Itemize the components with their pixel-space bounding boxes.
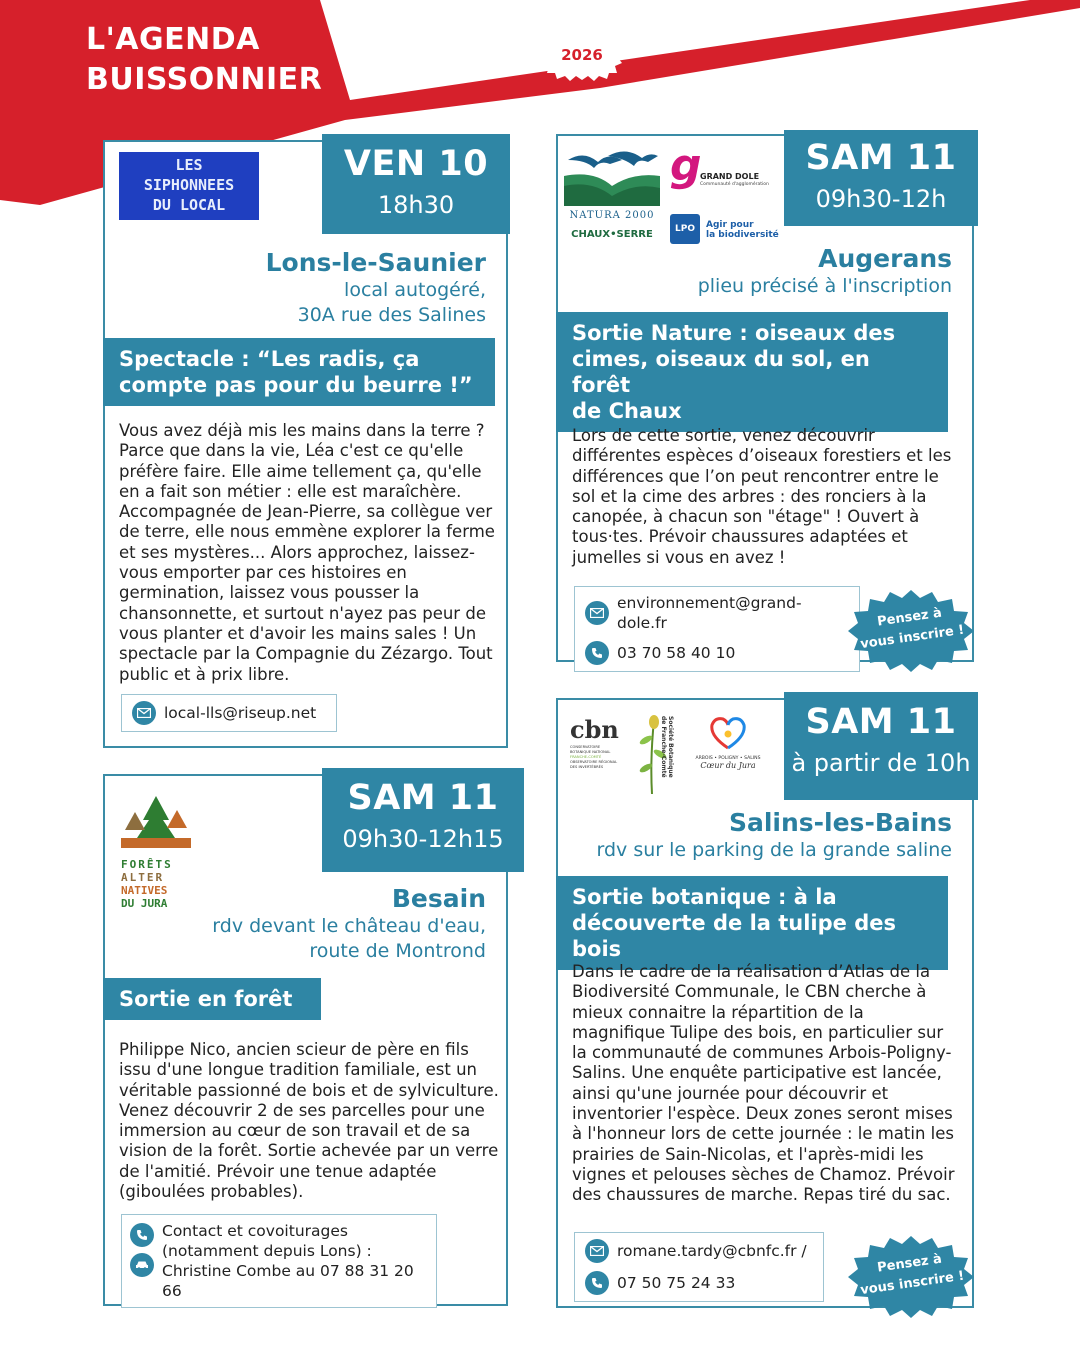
contact-box [574, 1232, 824, 1302]
event-card-lons [103, 140, 508, 748]
event-address-line1: plieu précisé à l'inscription [697, 275, 952, 297]
natura2000-logo [564, 146, 660, 238]
event-title-line1: Sortie Nature : oiseaux des [572, 321, 896, 345]
contact-row[interactable] [132, 701, 326, 725]
car-icon [130, 1253, 154, 1277]
event-address-line1: rdv devant le château d'eau, [212, 915, 486, 937]
contact-line1: Contact et covoiturages [162, 1222, 348, 1240]
mail-icon [585, 1239, 609, 1263]
natura2000-line1: NATURA 2000 [569, 210, 655, 221]
event-city: Lons-le-Saunier [265, 248, 486, 277]
cbn-logo [570, 715, 630, 778]
event-place [597, 808, 953, 863]
cbn-sub-line5: DES INVERTÉBRÉS [570, 765, 604, 769]
event-address-line2: route de Montrond [309, 940, 486, 962]
contact-email[interactable]: romane.tardy@cbnfc.fr / [617, 1242, 807, 1260]
date-box [784, 692, 978, 800]
event-place [266, 248, 486, 328]
cbn-sub-line1: CONSERVATOIRE [570, 745, 601, 749]
natura2000-line2: CHAUX•SERRE [571, 229, 653, 240]
mail-icon [132, 701, 156, 725]
contact-phone[interactable]: 03 70 58 40 10 [617, 644, 736, 662]
arbois-line1: ARBOIS • POLIGNY • SALINS [695, 756, 761, 761]
contact-line2: (notamment depuis Lons) : [162, 1242, 372, 1260]
event-time: 18h30 [377, 191, 455, 219]
arbois-line2: Cœur du Jura [700, 761, 756, 770]
arbois-poligny-salins-logo [686, 716, 770, 776]
contact-phone[interactable]: 07 50 75 24 33 [617, 1274, 736, 1292]
phone-icon [130, 1223, 154, 1247]
event-card-salins [556, 698, 974, 1308]
event-place [698, 244, 952, 299]
event-description: Philippe Nico, ancien scieur de père en fils issu d'une longue tradition familiale, est un véritable passionné de bois et de sylviculture. Venez découvrir 2 de ses parcelles pour une immersion au cœur de son travail et de sa vision de la forêt. Sortie achevée par un verre de l'amitié. Prévoir une tenue adaptée (giboulées probables). [119, 1040, 499, 1202]
lpo-tagline-line2: la biodiversité [706, 230, 779, 240]
event-day: SAM 11 [805, 702, 957, 742]
societe-botanique-text: Société Botanique de Franche-Comté [660, 716, 674, 778]
natura2000-birds-icon [564, 146, 660, 206]
forets-logo-line3: NATIVES [121, 884, 168, 897]
month-label: AVRIL [403, 36, 513, 74]
event-description: Vous avez déjà mis les mains dans la terre ? Parce que dans la vie, Léa c'est ce qu'elle préfère faire. Elle aime tellement ça, qu'elle en a fait son métier : elle est maraîchère. Accompagnée de Jean-Pierre, sa collègue ver de terre, elle nous emmène explorer la ferme et ses mystères... Alors approchez, laissez-vous emporter par ces histoires en germination, laissez vous pousser la chansonnette, et surtout n'ayez pas peur de vous planter et d'avoir les mains sales ! Un spectacle par la Compagnie du Zézargo. Tout public et à prix libre. [119, 421, 495, 684]
date-box [322, 768, 524, 872]
event-time: 09h30-12h15 [342, 825, 504, 853]
event-address-line2: 30A rue des Salines [297, 304, 486, 326]
event-description: Dans le cadre de la réalisation d’Atlas de la Biodiversité Communale, le CBN cherche à mieux connaitre la répartition de la magnifique Tulipe des bois, en particulier sur la communauté de communes Arbois-Poligny-Salins. Une enquête participative est lancée, ainsi qu'une journée pour découvrir et inventorier l'espèce. Deux zones seront mises à l'honneur lors de cette journée : le matin les prairies de Sain-Nicolas, et l'après-midi les vignes et pelouses sèches de Chamoz. Prévoir des chaussures de marche. Repas tiré du sac. [572, 962, 955, 1205]
event-card-augerans [556, 134, 974, 662]
register-badge-line2: vous inscrire ! [859, 1268, 966, 1299]
lpo-badge-text: LPO [675, 224, 695, 234]
event-title-line1: Sortie botanique : à la [572, 885, 837, 909]
contact-row[interactable] [585, 1239, 813, 1263]
contact-row[interactable] [585, 593, 849, 633]
granddole-g-icon: g [670, 140, 702, 191]
event-address-line1: local autogéré, [344, 279, 486, 301]
societe-botanique-logo [630, 710, 674, 794]
contact-box [574, 586, 860, 672]
cbn-sub-line3: FRANCHE-COMTÉ [570, 755, 602, 759]
contact-phone[interactable]: Christine Combe au 07 88 31 20 66 [162, 1262, 414, 1300]
forets-logo-line2: ALTER [121, 871, 165, 884]
phone-icon [585, 1271, 609, 1295]
event-title-line3: de Chaux [572, 399, 682, 423]
siphonnees-logo-line3: DU LOCAL [152, 196, 226, 214]
event-title-line2: découverte de la tulipe des bois [572, 911, 896, 961]
contact-row[interactable] [585, 1271, 813, 1295]
event-title [103, 978, 321, 1020]
event-title [103, 338, 495, 406]
page-title-line2: BUISSONNIER [86, 62, 323, 97]
event-city: Augerans [818, 244, 952, 273]
cbn-logo-text: cbn [570, 715, 619, 744]
register-badge [848, 590, 974, 672]
event-city: Salins-les-Bains [728, 808, 952, 837]
contact-box [121, 694, 337, 732]
contact-email[interactable]: local-lls@riseup.net [164, 704, 317, 722]
heart-icon [708, 716, 748, 750]
granddole-name: GRAND DOLE [700, 172, 760, 181]
event-title-line2: compte pas pour du beurre !” [119, 373, 473, 397]
page-title [86, 20, 322, 100]
event-day: VEN 10 [343, 144, 489, 184]
contact-email[interactable]: environnement@grand-dole.fr [617, 594, 802, 632]
siphonnees-logo-line2: SIPHONNEES [143, 176, 235, 194]
granddole-logo [670, 140, 780, 196]
year-label: 2026 [561, 46, 603, 64]
cbn-sub-line2: BOTANIQUE NATIONAL [570, 750, 611, 754]
siphonnees-logo [119, 152, 259, 220]
cbn-sub-line4: OBSERVATOIRE RÉGIONAL [570, 760, 618, 764]
forest-tree-icon [121, 794, 191, 850]
event-time: à partir de 10h [791, 749, 971, 777]
event-description: Lors de cette sortie, venez découvrir différentes espèces d’oiseaux forestiers et les différences que l’on peut rencontrer entre le sol et la cime des arbres : des ronciers à la canopée, à chacun son "étage" ! Ouvert à tous·tes. Prévoir chaussures adaptées et jumelles si vous en avez ! [572, 426, 952, 567]
mail-icon [585, 601, 609, 625]
event-address-line1: rdv sur le parking de la grande saline [596, 839, 952, 861]
register-badge-line2: vous inscrire ! [859, 622, 966, 653]
page-title-line1: L'AGENDA [86, 22, 260, 57]
event-time: 09h30-12h [815, 185, 947, 213]
register-badge-line1: Pensez à [876, 1251, 943, 1276]
forets-logo-line1: FORÊTS [121, 858, 173, 871]
event-day: SAM 11 [805, 138, 957, 178]
date-box [784, 130, 978, 226]
lpo-badge-icon [670, 214, 700, 244]
date-box [322, 134, 510, 234]
event-title-line1: Spectacle : “Les radis, ça [119, 347, 420, 371]
contact-box [121, 1214, 437, 1308]
event-city: Besain [391, 884, 486, 913]
lpo-tagline-line1: Agir pour [706, 220, 754, 230]
contact-row[interactable] [585, 641, 849, 665]
siphonnees-logo-line1: LES [175, 156, 203, 174]
event-title-line1: Sortie en forêt [119, 987, 293, 1011]
register-badge-line1: Pensez à [876, 605, 943, 630]
register-badge [848, 1236, 974, 1318]
event-place [212, 884, 486, 964]
forets-alternatives-logo [121, 794, 191, 912]
granddole-sub: Communauté d'agglomération [700, 182, 769, 187]
event-title [556, 312, 948, 432]
forets-logo-line4: DU JURA [121, 897, 168, 910]
phone-icon [585, 641, 609, 665]
event-title [556, 876, 948, 970]
event-card-besain [103, 774, 508, 1306]
event-title-line2: cimes, oiseaux du sol, en forêt [572, 347, 870, 397]
event-day: SAM 11 [347, 778, 499, 818]
